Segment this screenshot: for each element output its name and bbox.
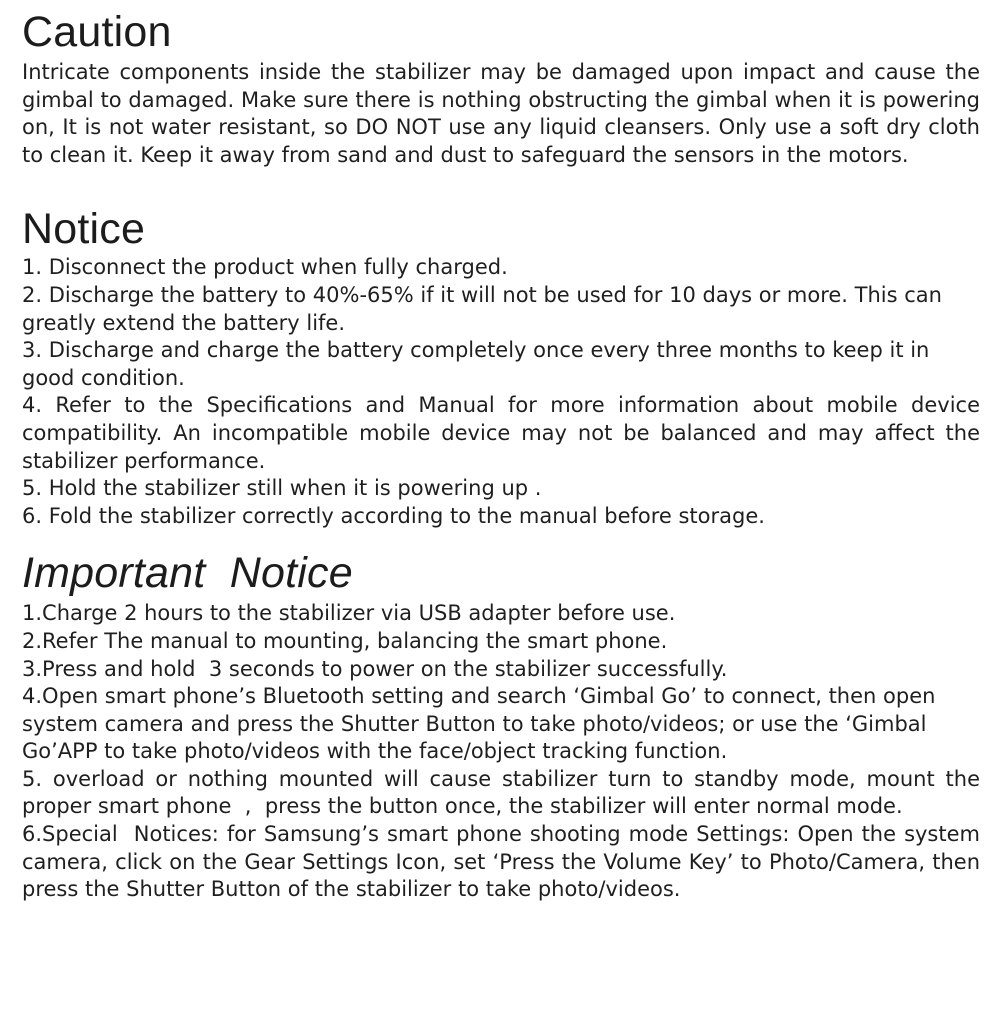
important-notice-heading: Important Notice <box>22 549 353 598</box>
notice-section <box>22 205 980 530</box>
important-notice-item-1: 1.Charge 2 hours to the stabilizer via USB adapter before use. <box>22 601 676 626</box>
notice-item-4: 4. Refer to the Specifications and Manual for more information about mobile device compatibility. An incompatible mobile device may not be balanced and may affect the stabilizer performance. <box>22 393 980 473</box>
important-notice-item-5: 5. overload or nothing mounted will cause stabilizer turn to standby mode, mount the proper smart phone , press the button once, the stabilizer will enter normal mode. <box>22 766 987 819</box>
notice-item-5: 5. Hold the stabilizer still when it is powering up . <box>22 476 542 501</box>
important-notice-section <box>22 549 987 904</box>
notice-item-2: 2. Discharge the battery to 40%-65% if it will not be used for 10 days or more. This can greatly extend the battery life. <box>22 282 942 335</box>
caution-paragraph: Intricate components inside the stabilizer may be damaged upon impact and cause the gimbal to damaged. Make sure there is nothing obstructing the gimbal when it is powering on, It is not water resistant, so DO NOT use any liquid cleansers. Only use a soft dry cloth to clean it. Keep it away from sand and dust to safeguard the sensors in the motors. <box>22 60 980 167</box>
manual-page <box>22 0 987 902</box>
notice-item-3: 3. Discharge and charge the battery completely once every three months to keep it in good condition. <box>22 338 930 390</box>
notice-heading: Notice <box>22 205 146 254</box>
important-notice-list <box>22 600 987 904</box>
caution-heading: Caution <box>22 8 172 56</box>
notice-item-6: 6. Fold the stabilizer correctly according to the manual before storage. <box>22 503 765 528</box>
notice-item-1: 1. Disconnect the product when fully charged. <box>22 255 508 280</box>
important-notice-item-4: 4.Open smart phone’s Bluetooth setting and search ‘Gimbal Go’ to connect, then open system camera and press the Shutter Button to take photo/videos; or use the ‘Gimbal Go’APP to take photo/videos with the face/object tracking function. <box>22 684 936 764</box>
notice-list <box>22 254 980 530</box>
caution-section <box>22 8 980 169</box>
important-notice-item-3: 3.Press and hold 3 seconds to power on the stabilizer successfully. <box>22 656 728 681</box>
important-notice-item-2: 2.Refer The manual to mounting, balancing the smart phone. <box>22 628 668 653</box>
important-notice-item-6: 6.Special Notices: for Samsung’s smart phone shooting mode Settings: Open the system camera, click on the Gear Settings Icon, set ‘Press the Volume Key’ to Photo/Camera, then press the Shutter Button of the stabilizer to take photo/videos. <box>22 822 987 902</box>
